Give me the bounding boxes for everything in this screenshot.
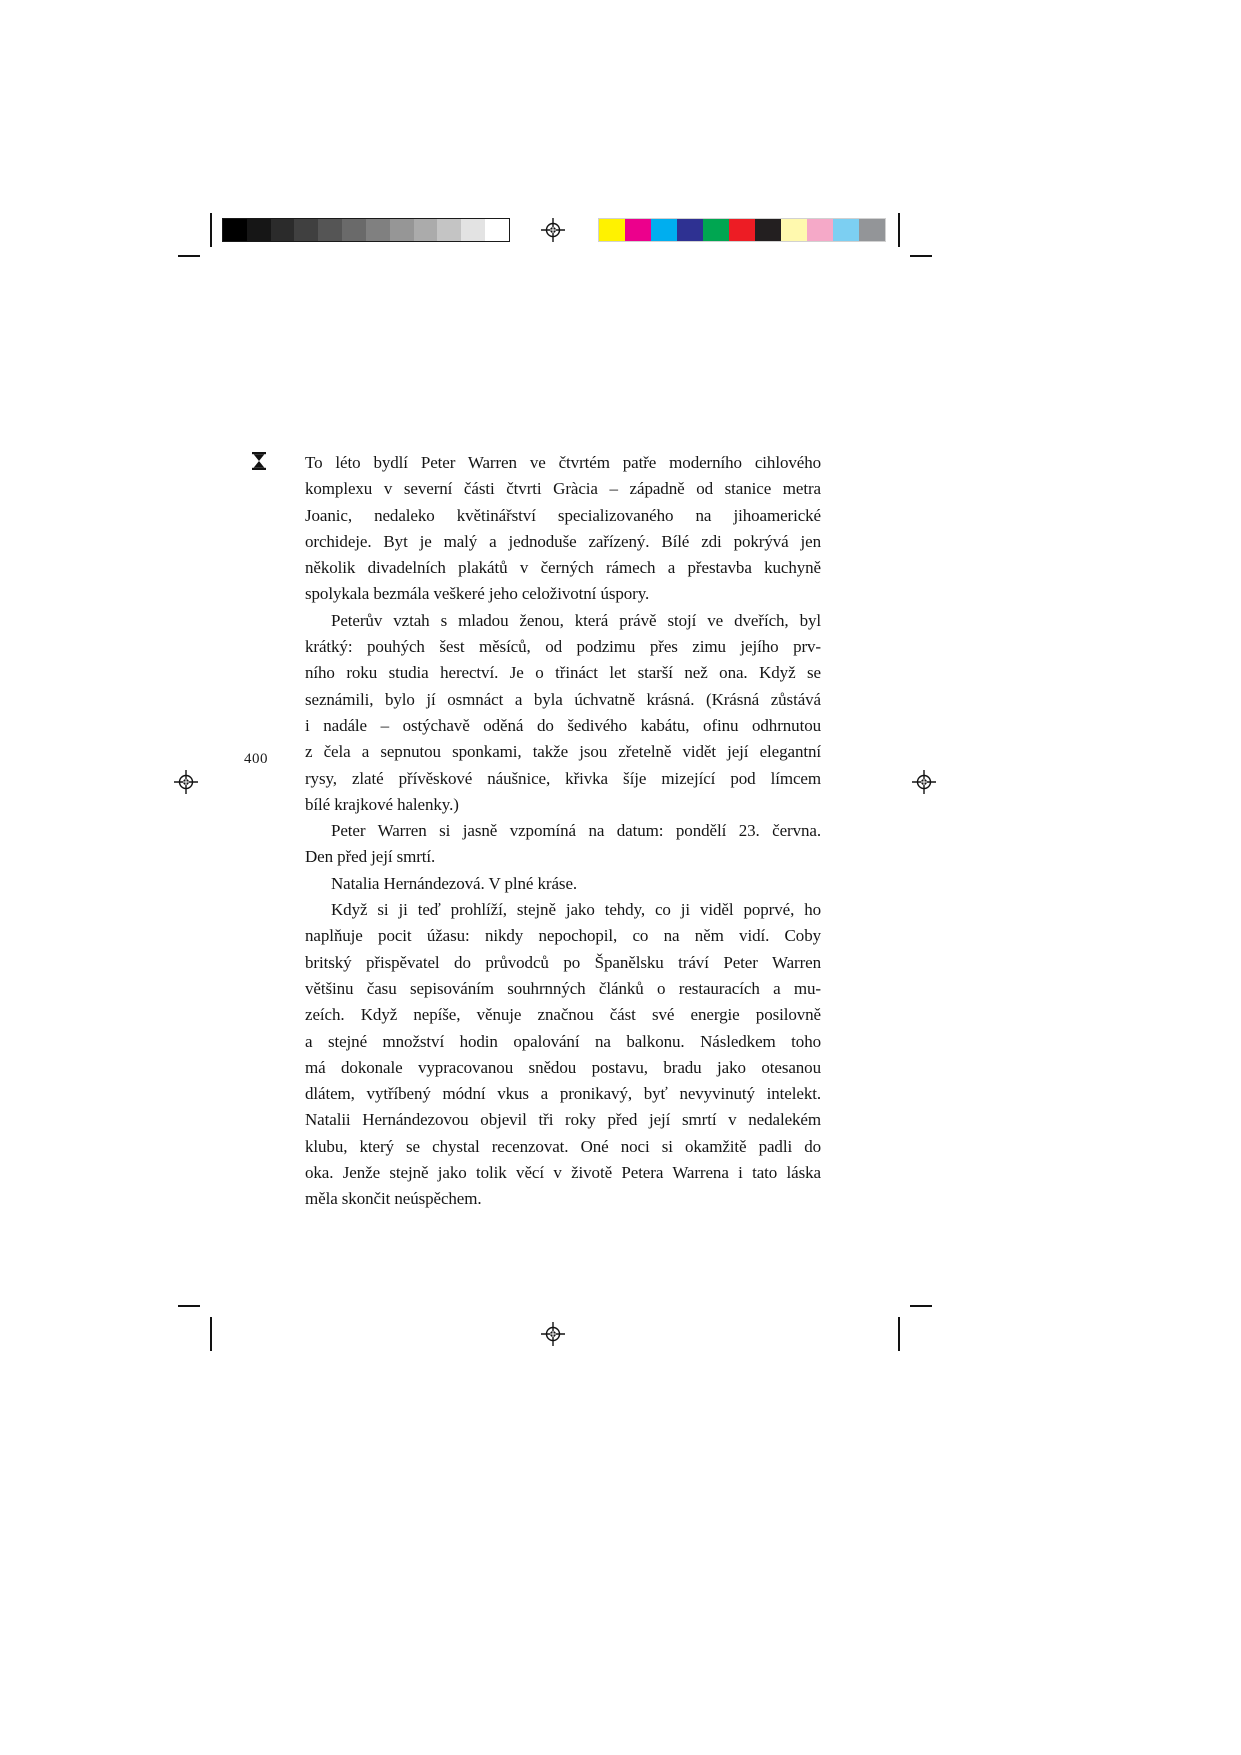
body-text (305, 450, 821, 1213)
text-line: několik divadelních plakátů v černých rámech a přestavba kuchyně (305, 558, 821, 578)
grayscale-swatch (414, 219, 438, 241)
registration-mark-right (912, 770, 936, 794)
grayscale-swatch (461, 219, 485, 241)
color-swatch (677, 219, 703, 241)
text-line: měla skončit neúspěchem. (305, 1189, 482, 1209)
grayscale-calibration-bar (222, 218, 510, 242)
text-line: z čela a sepnutou sponkami, takže jsou zřetelně vidět její elegantní (305, 742, 821, 762)
crop-mark-bottom-right-vertical (898, 1317, 900, 1351)
text-line: dlátem, vytříbený módní vkus a pronikavý, byť nevyvinutý intelekt. (305, 1084, 821, 1104)
text-line: rysy, zlaté přívěskové náušnice, křivka šíje mizející pod límcem (305, 768, 821, 788)
grayscale-swatch (318, 219, 342, 241)
text-line: Den před její smrtí. (305, 847, 436, 867)
crosshair-target-icon (541, 218, 565, 242)
text-line: naplňuje pocit úžasu: nikdy nepochopil, co na něm vidí. Coby (305, 926, 821, 946)
color-swatch (755, 219, 781, 241)
text-line: zeích. Když nepíše, věnuje značnou část své energie posilovně (305, 1005, 821, 1025)
text-line: bílé krajkové halenky.) (305, 794, 459, 814)
crop-mark-top-left-vertical (210, 213, 212, 247)
crop-mark-top-right-vertical (898, 213, 900, 247)
text-line: oka. Jenže stejně jako tolik věcí v životě Petera Warrena i tato láska (305, 1163, 821, 1183)
grayscale-swatch (271, 219, 295, 241)
color-swatch (729, 219, 755, 241)
grayscale-swatch (247, 219, 271, 241)
registration-mark-top-center (541, 218, 565, 242)
color-calibration-bar (598, 218, 886, 242)
color-swatch (703, 219, 729, 241)
crop-mark-top-left-horizontal (178, 255, 200, 257)
color-swatch (651, 219, 677, 241)
text-line: spolykala bezmála veškeré jeho celoživotní úspory. (305, 584, 650, 604)
registration-mark-bottom-center (541, 1322, 565, 1346)
grayscale-swatch (366, 219, 390, 241)
crop-mark-top-right-horizontal (910, 255, 932, 257)
color-swatch (833, 219, 859, 241)
text-line: a stejné množství hodin opalování na balkonu. Následkem toho (305, 1031, 821, 1051)
color-swatch (807, 219, 833, 241)
crop-mark-bottom-right-horizontal (910, 1305, 932, 1307)
text-line: Natalii Hernándezovou objevil tři roky před její smrtí v nedalekém (305, 1110, 821, 1130)
text-line: Peterův vztah s mladou ženou, která právě stojí ve dveřích, byl (331, 610, 821, 630)
text-line: To léto bydlí Peter Warren ve čtvrtém patře moderního cihlového (305, 453, 821, 472)
text-line: britský přispěvatel do průvodců po Španělsku tráví Peter Warren (305, 952, 821, 972)
hourglass-icon (252, 452, 266, 475)
text-line: Když si ji teď prohlíží, stejně jako tehdy, co ji viděl poprvé, ho (331, 900, 821, 920)
text-line: klubu, který se chystal recenzovat. Oné noci si okamžitě padli do (305, 1136, 821, 1156)
grayscale-swatch (485, 219, 509, 241)
crop-mark-bottom-left-vertical (210, 1317, 212, 1351)
text-line: většinu času sepisováním souhrnných článků o restauracích a mu- (305, 978, 821, 998)
text-line: krátký: pouhých šest měsíců, od podzimu přes zimu jejího prv- (305, 637, 821, 657)
registration-mark-left (174, 770, 198, 794)
color-swatch (599, 219, 625, 241)
grayscale-swatch (437, 219, 461, 241)
text-line: orchideje. Byt je malý a jednoduše zařízený. Bílé zdi pokrývá jen (305, 531, 821, 551)
text-line: ního roku studia herectví. Je o třináct let starší než ona. Když se (305, 663, 821, 683)
text-line: Peter Warren si jasně vzpomíná na datum: pondělí 23. června. (331, 821, 821, 841)
text-line: má dokonale vypracovanou snědou postavu, bradu jako otesanou (305, 1057, 821, 1077)
grayscale-swatch (342, 219, 366, 241)
color-swatch (625, 219, 651, 241)
grayscale-swatch (390, 219, 414, 241)
text-line: Natalia Hernándezová. V plné kráse. (331, 873, 578, 893)
crop-mark-bottom-left-horizontal (178, 1305, 200, 1307)
page-number: 400 (244, 751, 268, 767)
crosshair-target-icon (174, 770, 198, 794)
text-line: komplexu v severní části čtvrti Gràcia – západně od stanice metra (305, 479, 821, 499)
color-swatch (859, 219, 885, 241)
grayscale-swatch (294, 219, 318, 241)
text-line: Joanic, nedaleko květinářství specializovaného na jihoamerické (305, 505, 821, 525)
text-line: i nadále – ostýchavě oděná do šedivého kabátu, ofinu odhrnutou (305, 715, 821, 735)
crosshair-target-icon (541, 1322, 565, 1346)
crosshair-target-icon (912, 770, 936, 794)
text-line: seznámili, bylo jí osmnáct a byla úchvatně krásná. (Krásná zůstává (305, 689, 821, 709)
color-swatch (781, 219, 807, 241)
grayscale-swatch (223, 219, 247, 241)
